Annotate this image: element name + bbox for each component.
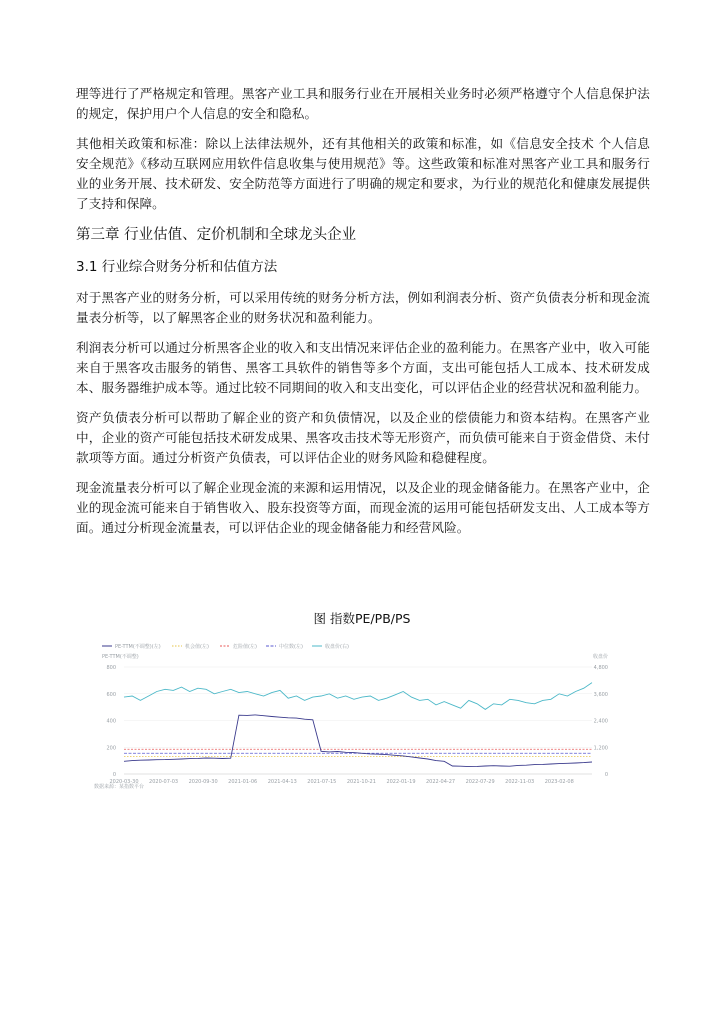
x-tick-label: 2021-04-13 [267, 779, 297, 785]
section-title: 3.1 行业综合财务分析和估值方法 [76, 259, 278, 275]
x-tick-label: 2021-01-06 [228, 779, 258, 785]
x-tick-label: 2022-07-29 [465, 779, 495, 785]
x-tick-label: 2023-02-08 [544, 779, 574, 785]
legend-label: 收盘价(右) [325, 644, 349, 650]
legend-label: 中位数(左) [279, 644, 303, 650]
x-tick-label: 2022-04-27 [426, 779, 456, 785]
paragraph-privacy-law: 理等进行了严格规定和管理。黑客产业工具和服务行业在开展相关业务时必须严格遵守个人信息保护法的规定，保护用户个人信息的安全和隐私。 [76, 86, 650, 121]
pe-pb-ps-chart [84, 638, 614, 796]
pe-series-line [124, 715, 592, 767]
right-tick-label: 1,200 [593, 745, 608, 752]
left-tick-label: 600 [106, 691, 116, 698]
right-tick-label: 0 [604, 772, 608, 778]
right-axis-label: 收盘价 [592, 654, 608, 660]
chart-source: 数据来源：某指数平台 [94, 784, 145, 790]
left-tick-label: 400 [106, 718, 116, 725]
x-tick-label: 2022-11-03 [505, 779, 535, 785]
right-tick-label: 3,600 [593, 691, 608, 698]
paragraph-financial-intro: 对于黑客产业的财务分析，可以采用传统的财务分析方法，例如利润表分析、资产负债表分析和现金流量表分析等，以了解黑客企业的财务状况和盈利能力。 [76, 290, 650, 325]
price-series-line [124, 683, 592, 710]
x-tick-label: 2020-03-30 [109, 779, 139, 785]
x-tick-label: 2021-07-15 [307, 779, 337, 785]
right-tick-label: 4,800 [593, 665, 608, 671]
paragraph-income-statement: 利润表分析可以通过分析黑客企业的收入和支出情况来评估企业的盈利能力。在黑客产业中，收入可能来自于黑客攻击服务的销售、黑客工具软件的销售等多个方面，支出可能包括人工成本、技术研发成本、服务器维护成本等。通过比较不同期间的收入和支出变化，可以评估企业的经营状况和盈利能力。 [76, 340, 650, 395]
x-tick-label: 2021-10-21 [346, 779, 376, 785]
x-tick-label: 2020-09-30 [188, 779, 218, 785]
right-tick-label: 2,400 [593, 718, 608, 725]
figure-caption: 图 指数PE/PB/PS [313, 611, 411, 626]
paragraph-balance-sheet: 资产负债表分析可以帮助了解企业的资产和负债情况，以及企业的偿债能力和资本结构。在黑客产业中，企业的资产可能包括技术研发成果、黑客攻击技术等无形资产，而负债可能来自于资金借贷、未付款项等方面。通过分析资产负债表，可以评估企业的财务风险和稳健程度。 [76, 410, 650, 465]
paragraph-other-standards: 其他相关政策和标准：除以上法律法规外，还有其他相关的政策和标准，如《信息安全技术 个人信息安全规范》《移动互联网应用软件信息收集与使用规范》等。这些政策和标准对黑客产业工具和服务行业的业务开展、技术研发、安全防范等方面进行了明确的规定和要求，为行业的规范化和健康发展提供了支持和保障。 [76, 136, 650, 211]
left-tick-label: 800 [106, 665, 116, 671]
document-body [76, 84, 650, 548]
left-tick-label: 0 [112, 772, 116, 778]
paragraph-cash-flow: 现金流量表分析可以了解企业现金流的来源和运用情况，以及企业的现金储备能力。在黑客产业中，企业的现金流可能来自于销售收入、股东投资等方面，而现金流的运用可能包括研发支出、人工成本等方面。通过分析现金流量表，可以评估企业的现金储备能力和经营风险。 [76, 480, 650, 535]
chart-canvas [84, 638, 614, 796]
x-tick-label: 2020-07-03 [149, 779, 179, 785]
chapter-title: 第三章 行业估值、定价机制和全球龙头企业 [76, 227, 357, 243]
legend-label: PE-TTM(不调整)(左) [115, 644, 161, 650]
legend-label: 机会值(左) [185, 644, 209, 650]
left-tick-label: 200 [106, 745, 116, 752]
left-axis-label: PE-TTM(不调整) [102, 654, 139, 660]
x-tick-label: 2022-01-19 [386, 779, 416, 785]
legend-label: 危险值(左) [233, 644, 257, 650]
